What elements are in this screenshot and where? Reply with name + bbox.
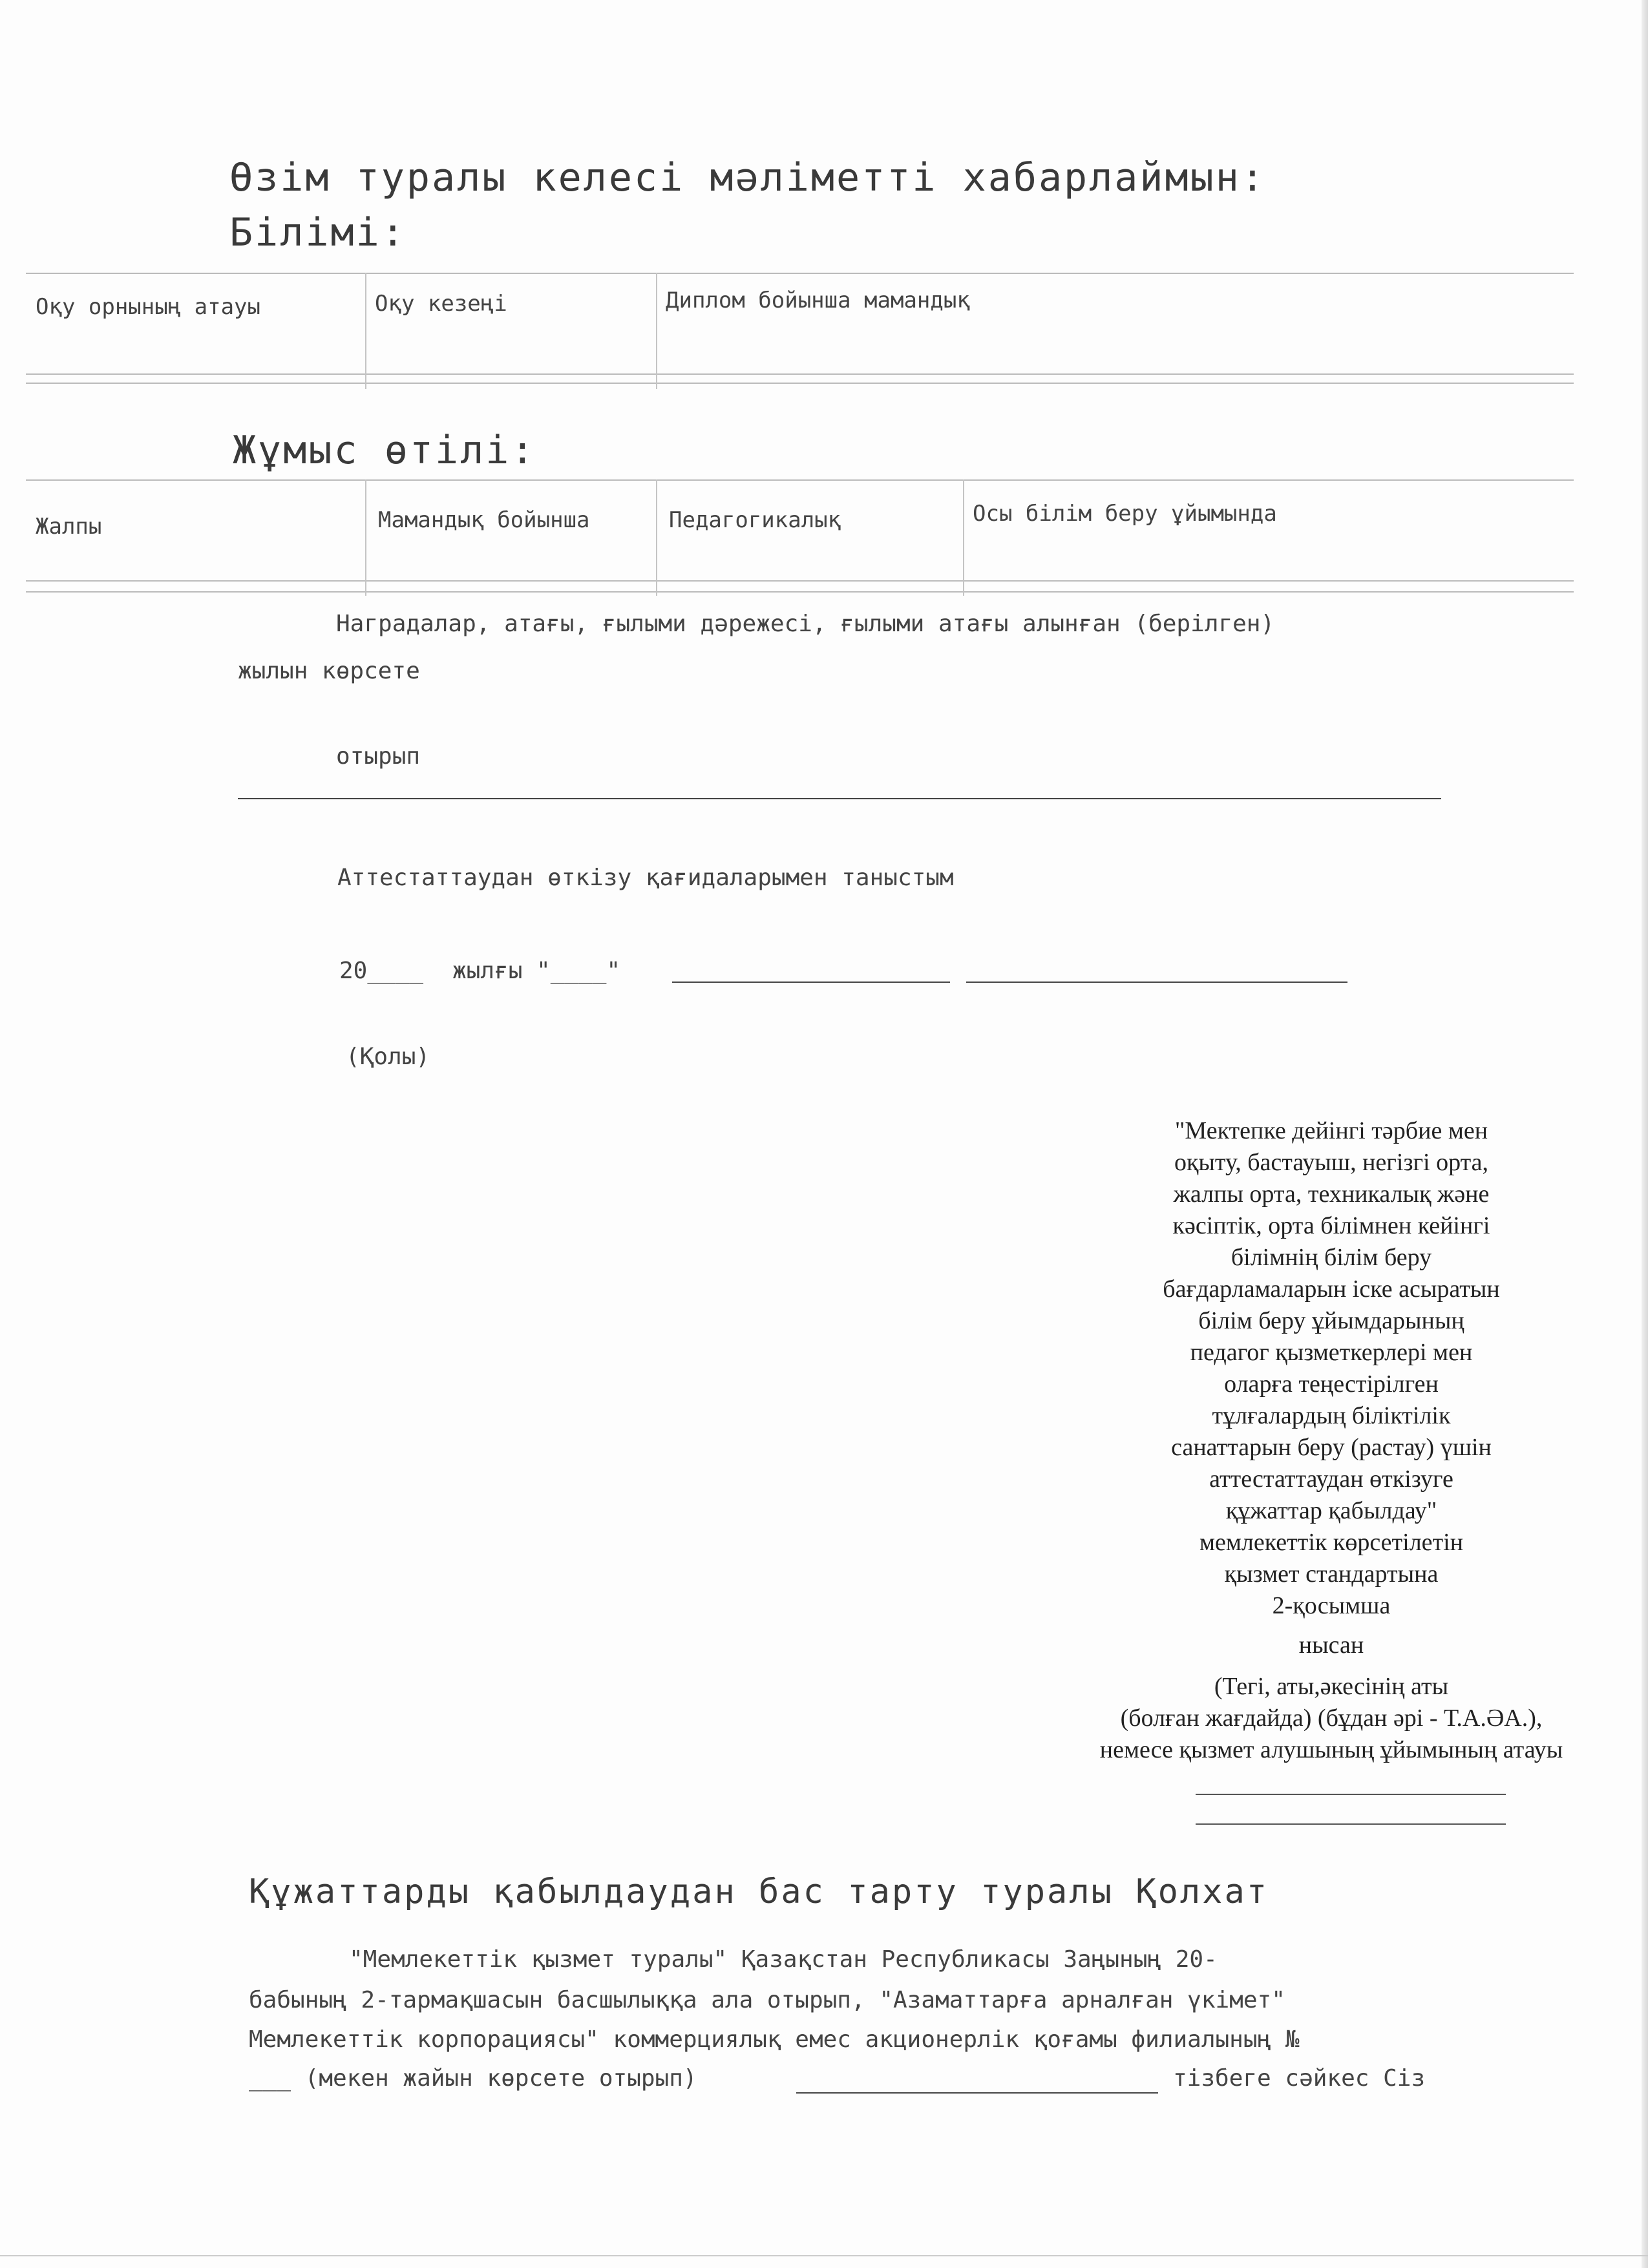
table-header-cell: Оқу орнының атауы xyxy=(36,294,260,320)
recipient-line: (болған жағдайда) (бұдан әрі - Т.А.ӘА.), xyxy=(1120,1705,1543,1732)
table-header-cell: Оқу кезеңі xyxy=(375,291,507,317)
annex-line: оларға теңестірілген xyxy=(1224,1370,1439,1398)
annex-line: мемлекеттік көрсетілетін xyxy=(1199,1529,1464,1556)
receipt-line-3: Мемлекеттік корпорациясы" коммерциялық емес акционерлік қоғамы филиалының № xyxy=(249,2026,1300,2053)
annex-line: қызмет стандартына xyxy=(1224,1560,1439,1588)
education-label: Білімі: xyxy=(229,210,407,255)
date-month-line xyxy=(672,982,950,983)
annex-line: білім беру ұйымдарының xyxy=(1198,1307,1464,1334)
receipt-title: Құжаттарды қабылдаудан бас тарту туралы Қолхат xyxy=(249,1873,1269,1911)
acknowledge-text: Аттестаттаудан өткізу қағидаларымен таныстым xyxy=(337,865,954,891)
form-label: нысан xyxy=(1298,1632,1364,1659)
table-header-cell: Мамандық бойынша xyxy=(378,507,590,533)
receipt-line-4b: тізбеге сәйкес Сіз xyxy=(1173,2065,1426,2092)
recipient-line: (Тегі, аты,әкесінің аты xyxy=(1214,1673,1449,1700)
annex-line: тұлғалардың біліктілік xyxy=(1212,1402,1451,1429)
annex-line: бағдарламаларын іске асыратын xyxy=(1163,1276,1500,1303)
address-line xyxy=(796,2092,1158,2094)
table-header-cell: Осы білім беру ұйымында xyxy=(973,501,1277,527)
annex-line: кәсіптік, орта білімнен кейінгі xyxy=(1172,1212,1490,1239)
table-header-cell: Педагогикалық xyxy=(669,507,841,533)
recipient-line: немесе қызмет алушының ұйымының атауы xyxy=(1099,1736,1563,1763)
awards-line-2: жылын көрсете xyxy=(238,658,420,684)
annex-line: оқыту, бастауыш, негізгі орта, xyxy=(1174,1149,1489,1176)
annex-line: жалпы орта, техникалық және xyxy=(1173,1181,1490,1208)
signature-label: (Қолы) xyxy=(346,1044,430,1070)
recipient-line-1 xyxy=(1196,1794,1506,1795)
annex-line: санаттарын беру (растау) үшін xyxy=(1171,1434,1492,1461)
signature-line xyxy=(966,982,1347,983)
receipt-line-2: бабының 2-тармақшасын басшылыққа ала отырып, "Азаматтарға арналған үкімет" xyxy=(249,1987,1285,2013)
recipient-line-2 xyxy=(1196,1823,1506,1825)
annex-line: білімнің білім беру xyxy=(1231,1244,1432,1271)
annex-line: 2-қосымша xyxy=(1272,1592,1391,1619)
receipt-line-4a: ___ (мекен жайын көрсете отырып) xyxy=(249,2065,697,2092)
receipt-line-1: "Мемлекеттік қызмет туралы" Қазақстан Республикасы Заңының 20- xyxy=(349,1946,1218,1973)
table-header-cell: Диплом бойынша мамандық xyxy=(666,288,970,313)
page-heading: Өзім туралы келесі мәліметті хабарлаймын: xyxy=(229,155,1267,200)
date-day-field: жылғы "____" xyxy=(452,958,621,984)
awards-underline xyxy=(238,798,1441,799)
annex-line: аттестаттаудан өткізуге xyxy=(1209,1465,1453,1493)
annex-block xyxy=(1125,1115,1538,1622)
recipient-block xyxy=(1066,1671,1596,1766)
annex-line: құжаттар қабылдау" xyxy=(1225,1497,1437,1524)
table-header-cell: Жалпы xyxy=(36,514,102,540)
experience-label: Жұмыс өтілі: xyxy=(233,428,536,473)
annex-line: педагог қызметкерлері мен xyxy=(1190,1339,1473,1366)
date-year-field: 20____ xyxy=(339,958,424,984)
scan-edge xyxy=(1642,0,1648,2268)
awards-line-3: отырып xyxy=(336,743,421,770)
annex-line: "Мектепке дейінгі тәрбие мен xyxy=(1174,1117,1488,1144)
awards-line-1: Наградалар, атағы, ғылыми дәрежесі, ғылыми атағы алынған (берілген) xyxy=(336,611,1275,637)
bottom-scan-edge xyxy=(0,2255,1648,2256)
